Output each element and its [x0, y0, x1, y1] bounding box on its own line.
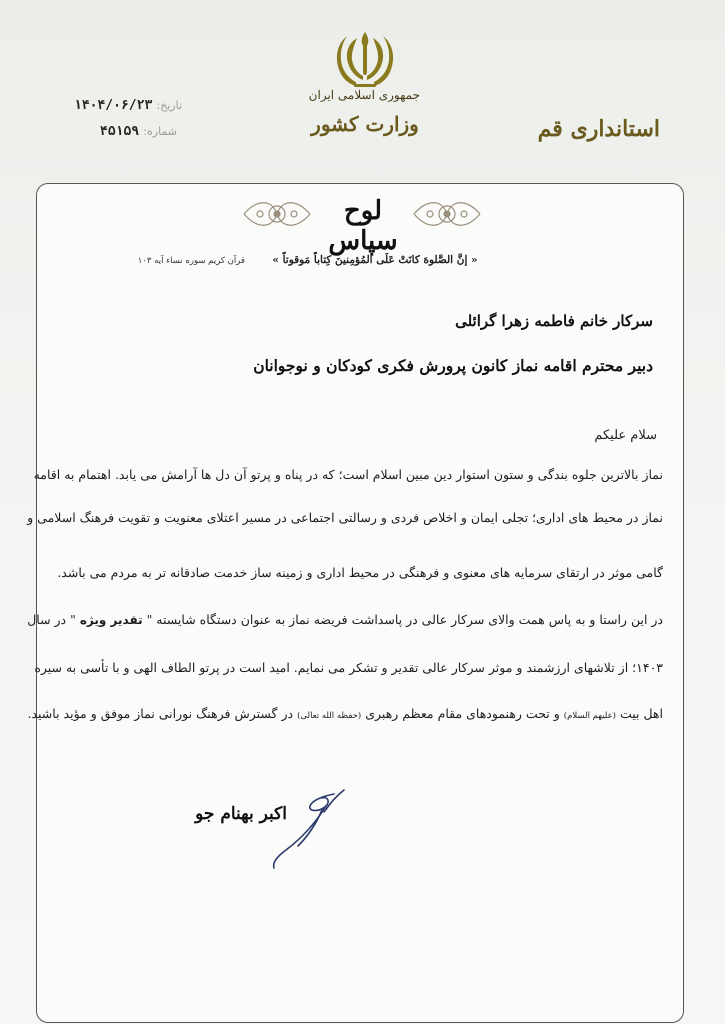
honorific: (حفظه الله تعالی)	[297, 711, 362, 721]
recipient-position: دبیر محترم اقامه نماز کانون پرورش فکری کودکان و نوجوانان	[253, 356, 653, 375]
number-value: ۴۵۱۵۹	[100, 124, 140, 139]
number-row	[92, 124, 177, 139]
ornament-left-icon	[242, 193, 312, 235]
quran-verse: « إنَّ الصَّلوهَ کانَتْ عَلَی المُؤمِنینَ کِتاباً مَوقوتاً »	[272, 254, 478, 266]
body-line	[27, 612, 663, 627]
highlight-text: تقدیر ویژه	[79, 613, 143, 627]
body-text: و تحت رهنمودهای مقام معظم رهبری	[365, 706, 560, 721]
recipient-name: سرکار خانم فاطمه زهرا گرائلی	[455, 312, 653, 330]
body-line: نماز بالاترین جلوه بندگی و ستون استوار دین مبین اسلام است؛ که در پناه و پرتو آن دل ها آرامش می یابد. اهتمام به اقامه	[33, 467, 663, 482]
iran-emblem-icon	[330, 28, 400, 90]
body-text: در این راستا و به پاس همت والای سرکار عالی در پاسداشت فریضه نماز به عنوان دستگاه شایسته "	[146, 612, 663, 627]
province-office-name: استانداری قم	[537, 116, 660, 142]
body-text: " در سال	[27, 612, 76, 627]
date-label: تاریخ:	[156, 99, 183, 112]
date-value: ۱۴۰۴/۰۶/۲۳	[74, 98, 153, 113]
certificate-frame	[27, 183, 684, 1023]
body-text: در گسترش فرهنگ نورانی نماز موفق و مؤید باشید.	[27, 706, 294, 721]
body-line: نماز در محیط های اداری؛ تجلی ایمان و اخلاص فردی و رسالتی اجتماعی در مسیر اعتلای معنویت و تقویت فرهنگ اسلامی و	[27, 510, 663, 525]
date-row	[66, 98, 182, 113]
greeting: سلام علیکم	[594, 428, 657, 443]
ornament-right-icon	[412, 193, 482, 235]
signer-name: اکبر بهنام جو	[195, 804, 287, 824]
honorific: (علیهم السلام)	[563, 711, 616, 721]
body-line: ۱۴۰۳؛ از تلاشهای ارزشمند و موثر سرکار عالی تقدیر و تشکر می نمایم. امید است در پرتو الطاف الهی و با تأسی به سیره	[34, 660, 663, 675]
republic-name: جمهوری اسلامی ایران	[308, 88, 420, 102]
verse-reference: قرآن کریم سوره نساء آیه ۱۰۳	[137, 256, 245, 266]
body-text: اهل بیت	[619, 706, 663, 721]
handwritten-signature-icon	[264, 776, 356, 876]
number-label: شماره:	[143, 125, 177, 138]
body-line: گامی موثر در ارتقای سرمایه های معنوی و فرهنگی در محیط اداری و زمینه ساز خدمت صادقانه تر به مردم می باشد.	[57, 565, 663, 580]
certificate-title: لوح سپاس	[328, 196, 398, 256]
ministry-name: وزارت کشور	[311, 112, 419, 136]
body-line	[27, 706, 663, 721]
